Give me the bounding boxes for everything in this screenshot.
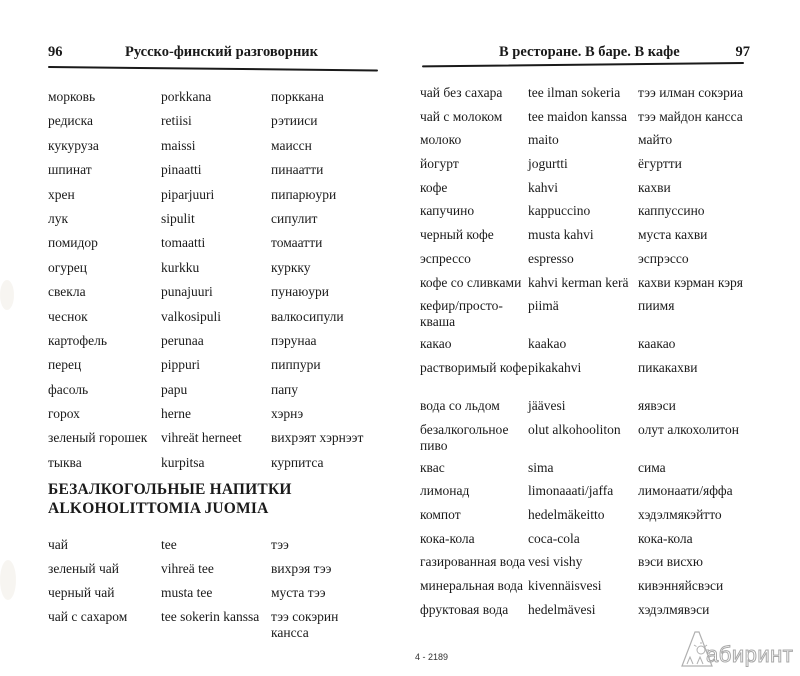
vocabulary-row	[48, 561, 388, 585]
paper-smudge	[0, 280, 14, 310]
section-heading	[48, 480, 378, 518]
transliteration: маиссн	[271, 137, 312, 153]
finnish-word: pippuri	[161, 357, 200, 373]
vocabulary-row	[48, 235, 388, 259]
transliteration: хэдэлмякэйтто	[638, 506, 722, 522]
vocabulary-row	[48, 406, 388, 430]
russian-word: черный кофе	[420, 227, 494, 243]
vocabulary-row	[420, 422, 760, 460]
vocabulary-row	[420, 531, 760, 555]
transliteration: вэси висхю	[638, 554, 704, 570]
transliteration: эспрэссо	[638, 250, 689, 266]
russian-word: огурец	[48, 259, 88, 275]
finnish-word: tomaatti	[161, 235, 206, 251]
vocabulary-row	[48, 430, 388, 454]
vocabulary-row	[420, 483, 760, 507]
transliteration: кахви	[638, 179, 671, 195]
russian-word: эспрессо	[420, 250, 471, 266]
transliteration: каппуссино	[638, 203, 705, 219]
transliteration: вихрэя тээ	[271, 561, 332, 576]
russian-word: редиска	[48, 113, 93, 129]
russian-word: капучино	[420, 203, 475, 219]
russian-word: какао	[420, 336, 452, 352]
running-head-title: В ресторане. В баре. В кафе	[499, 44, 680, 60]
transliteration: куркку	[271, 259, 311, 275]
finnish-word: sima	[528, 459, 554, 475]
russian-word: хрен	[48, 186, 75, 202]
transliteration: вихрэят хэрнээт	[271, 430, 364, 446]
transliteration: сима	[638, 459, 666, 475]
russian-word: морковь	[48, 89, 96, 104]
transliteration: томаатти	[271, 235, 323, 251]
transliteration: хэдэлмявэси	[638, 601, 710, 617]
transliteration: каакао	[638, 336, 676, 352]
transliteration: пиимя	[638, 298, 675, 314]
vocabulary-list-drinks	[420, 85, 760, 625]
transliteration: тээ майдон кансса	[638, 108, 743, 124]
running-head-title: Русско-финский разговорник	[125, 44, 319, 60]
finnish-word: kahvi kerman kerä	[528, 274, 629, 290]
vocabulary-row	[420, 578, 760, 602]
transliteration: тээ	[271, 537, 289, 552]
finnish-word: sipulit	[161, 210, 195, 226]
vocabulary-row	[420, 203, 760, 227]
vocabulary-row	[420, 554, 760, 578]
vocabulary-row	[420, 156, 760, 180]
vocabulary-row	[48, 187, 388, 211]
finnish-word: hedelmäkeitto	[528, 506, 605, 522]
finnish-word: kurpitsa	[161, 454, 205, 470]
vocabulary-row	[420, 180, 760, 204]
russian-word: газированная вода	[420, 554, 526, 570]
finnish-word: tee sokerin kanssa	[161, 609, 260, 624]
russian-word: тыква	[48, 454, 82, 470]
transliteration: сипулит	[271, 210, 318, 226]
running-head	[48, 44, 378, 66]
finnish-word: piimä	[528, 298, 559, 314]
russian-word: зеленый чай	[48, 561, 119, 576]
transliteration: папу	[271, 381, 299, 397]
russian-word: шпинат	[48, 162, 92, 178]
transliteration: ёгуртти	[638, 156, 682, 172]
russian-word: безалкогольное пиво	[420, 421, 509, 453]
vocabulary-list-drinks	[48, 537, 388, 649]
finnish-word: kurkku	[161, 259, 200, 275]
transliteration: олут алкохолитон	[638, 421, 739, 437]
transliteration: тээ илман сокэриа	[638, 85, 744, 100]
russian-word: чай	[48, 537, 69, 552]
labirint-watermark	[680, 628, 800, 668]
transliteration: пикакахви	[638, 359, 698, 375]
vocabulary-row	[420, 227, 760, 251]
russian-word: кофе	[420, 179, 448, 195]
russian-word: кофе со сливками	[420, 274, 522, 290]
vocabulary-list-vegetables	[48, 89, 388, 479]
transliteration: пинаатти	[271, 162, 324, 178]
vocabulary-row	[48, 455, 388, 479]
finnish-word: herne	[161, 406, 191, 422]
finnish-word: kappuccino	[528, 203, 591, 219]
russian-word: растворимый кофе	[420, 359, 528, 375]
finnish-word: retiisi	[161, 113, 192, 129]
finnish-word: coca-cola	[528, 530, 580, 546]
russian-word: кефир/просто-кваша	[420, 298, 503, 330]
transliteration: муста тээ	[271, 585, 326, 600]
finnish-word: limonaaati/jaffa	[528, 483, 614, 499]
vocabulary-row	[48, 113, 388, 137]
vocabulary-row	[48, 585, 388, 609]
russian-word: картофель	[48, 332, 108, 348]
transliteration: порккана	[271, 89, 324, 104]
vocabulary-row	[48, 537, 388, 561]
finnish-word: vesi vishy	[528, 554, 583, 570]
transliteration: майто	[638, 132, 673, 148]
russian-word: чеснок	[48, 308, 88, 324]
russian-word: свекла	[48, 284, 86, 300]
finnish-word: espresso	[528, 250, 574, 266]
finnish-word: tee maidon kanssa	[528, 108, 627, 124]
transliteration: курпитса	[271, 454, 324, 470]
vocabulary-row	[420, 602, 760, 626]
russian-word: лук	[48, 210, 69, 226]
finnish-word: hedelmävesi	[528, 601, 596, 617]
russian-word: фруктовая вода	[420, 601, 509, 617]
finnish-word: maissi	[161, 137, 196, 153]
finnish-word: kivennäisvesi	[528, 578, 602, 593]
finnish-word: vihreät herneet	[161, 430, 242, 446]
vocabulary-row	[48, 260, 388, 284]
russian-word: кока-кола	[420, 530, 475, 546]
watermark-text: абиринт	[706, 642, 794, 667]
section-title-ru: БЕЗАЛКОГОЛЬНЫЕ НАПИТКИ	[48, 481, 292, 498]
vocabulary-row	[48, 609, 388, 649]
transliteration: яявэси	[638, 397, 676, 413]
finnish-word: kahvi	[528, 179, 558, 195]
russian-word: черный чай	[48, 585, 115, 600]
vocabulary-row	[48, 333, 388, 357]
russian-word: лимонад	[420, 483, 470, 499]
russian-word: минеральная вода	[420, 578, 524, 593]
transliteration: пэрунаа	[271, 332, 317, 348]
transliteration: валкосипули	[271, 308, 344, 324]
finnish-word: olut alkohooliton	[528, 421, 621, 437]
finnish-word: vihreä tee	[161, 561, 214, 576]
vocabulary-row	[48, 211, 388, 235]
finnish-word: jogurtti	[528, 156, 568, 172]
transliteration: кока-кола	[638, 530, 693, 546]
page-number: 97	[735, 44, 750, 60]
finnish-word: tee	[161, 537, 177, 552]
russian-word: молоко	[420, 132, 462, 148]
vocabulary-row	[420, 109, 760, 133]
russian-word: чай с сахаром	[48, 609, 128, 624]
russian-word: чай без сахара	[420, 85, 503, 100]
finnish-word: pikakahvi	[528, 359, 582, 375]
vocabulary-row	[420, 132, 760, 156]
finnish-word: jäävesi	[528, 397, 566, 413]
vocabulary-row	[48, 162, 388, 186]
paper-smudge	[0, 560, 16, 600]
transliteration: пиппури	[271, 357, 321, 373]
header-rule	[48, 66, 378, 71]
vocabulary-row	[420, 336, 760, 360]
russian-word: горох	[48, 406, 80, 422]
page-number: 96	[48, 44, 63, 60]
vocabulary-row	[420, 298, 760, 336]
finnish-word: perunaa	[161, 332, 204, 348]
transliteration: хэрнэ	[271, 406, 304, 422]
transliteration: кахви кэрман кэря	[638, 274, 743, 290]
right-page	[400, 0, 800, 676]
transliteration: пунаюури	[271, 284, 330, 300]
finnish-word: maito	[528, 132, 559, 148]
vocabulary-row	[48, 89, 388, 113]
printer-signature: 4 - 2189	[415, 652, 449, 662]
vocabulary-row	[48, 382, 388, 406]
finnish-word: tee ilman sokeria	[528, 85, 621, 100]
finnish-word: musta tee	[161, 585, 213, 600]
vocabulary-row	[420, 398, 760, 422]
russian-word: квас	[420, 459, 445, 475]
vocabulary-row	[420, 275, 760, 299]
section-title-fi: ALKOHOLITTOMIA JUOMIA	[48, 500, 269, 517]
vocabulary-row	[420, 85, 760, 109]
transliteration: тээ сокэрин кансса	[271, 609, 339, 640]
russian-word: кукуруза	[48, 137, 99, 153]
finnish-word: papu	[161, 381, 188, 397]
russian-word: помидор	[48, 235, 98, 251]
finnish-word: porkkana	[161, 89, 212, 104]
russian-word: компот	[420, 506, 461, 522]
vocabulary-row	[420, 360, 760, 398]
vocabulary-row	[48, 284, 388, 308]
transliteration: муста кахви	[638, 227, 708, 243]
russian-word: зеленый горошек	[48, 430, 148, 446]
finnish-word: pinaatti	[161, 162, 202, 178]
finnish-word: piparjuuri	[161, 186, 215, 202]
vocabulary-row	[48, 138, 388, 162]
vocabulary-row	[420, 460, 760, 484]
vocabulary-row	[420, 507, 760, 531]
finnish-word: valkosipuli	[161, 308, 221, 324]
russian-word: перец	[48, 357, 82, 373]
finnish-word: punajuuri	[161, 284, 213, 300]
finnish-word: kaakao	[528, 336, 567, 352]
russian-word: йогурт	[420, 156, 459, 172]
transliteration: пипарюури	[271, 186, 337, 202]
transliteration: кивэнняйсвэси	[638, 578, 724, 593]
russian-word: чай с молоком	[420, 108, 503, 124]
russian-word: фасоль	[48, 381, 89, 397]
vocabulary-row	[48, 309, 388, 333]
russian-word: вода со льдом	[420, 397, 500, 413]
finnish-word: musta kahvi	[528, 227, 594, 243]
transliteration: рэтииси	[271, 113, 318, 129]
transliteration: лимонаати/яффа	[638, 483, 733, 499]
vocabulary-row	[48, 357, 388, 381]
vocabulary-row	[420, 251, 760, 275]
